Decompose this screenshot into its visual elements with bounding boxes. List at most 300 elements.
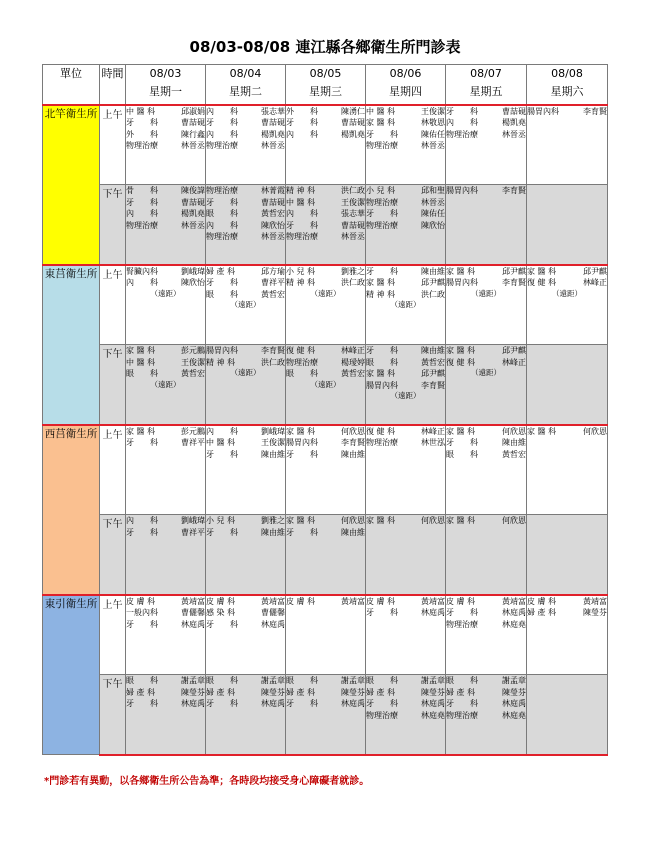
telemedicine-note: （遠距）	[310, 288, 341, 298]
doctor-name: 曹喆硯	[181, 118, 205, 127]
clinic-entry	[446, 596, 526, 608]
doctor-name: 謝孟章	[261, 676, 285, 685]
doctor-name: 謝孟章	[421, 676, 445, 685]
schedule-cell	[206, 595, 286, 675]
clinic-entry	[206, 357, 285, 369]
clinic-entry	[446, 607, 526, 619]
schedule-cell	[446, 515, 527, 595]
department: 內 科	[206, 220, 238, 230]
department: 牙 科	[286, 699, 318, 708]
doctor-name: 彭元鵬	[181, 426, 205, 436]
clinic-entry	[527, 106, 607, 118]
department: 內 科	[126, 516, 158, 525]
clinic-entry	[206, 515, 285, 527]
header-day-3	[286, 65, 366, 105]
clinic-entry	[206, 117, 285, 129]
department: 物理治療	[206, 232, 238, 241]
schedule-cell	[206, 185, 286, 265]
clinic-entry	[206, 266, 285, 278]
department: 感 染 科	[206, 608, 236, 617]
schedule-cell	[527, 425, 608, 515]
clinic-entry	[206, 208, 285, 220]
department: 家 醫 科	[286, 426, 316, 436]
doctor-name: 陳佑任	[421, 209, 445, 218]
doctor-name: 陳佑任	[421, 129, 445, 139]
department: 牙 科	[206, 197, 238, 207]
department: 物理治療	[446, 129, 478, 139]
department: 皮 膚 科	[446, 596, 476, 606]
department: 牙 科	[206, 118, 238, 127]
department: 內 科	[206, 129, 238, 139]
doctor-name: 彭元鵬	[181, 346, 205, 355]
department: 家 醫 科	[286, 516, 316, 525]
doctor-name: 林敬恩	[421, 118, 445, 127]
department: 婦 產 科	[126, 687, 156, 697]
doctor-name: 林峰正	[341, 346, 365, 355]
doctor-name: 曹儷馨	[261, 608, 285, 617]
clinic-entry	[206, 231, 285, 243]
doctor-name: 邱尹麒	[421, 369, 445, 378]
department: 腸胃內科	[206, 346, 238, 355]
clinic-entry	[126, 266, 205, 278]
department: 眼 科	[206, 209, 238, 218]
doctor-name: 邱和聖	[421, 186, 445, 195]
clinic-entry	[446, 426, 526, 438]
clinic-entry	[366, 607, 445, 619]
clinic-entry	[446, 698, 526, 710]
department: 復 健 科	[446, 357, 476, 367]
clinic-entry	[366, 289, 445, 301]
doctor-name: 陳欣怡	[421, 220, 445, 230]
doctor-name: 洪仁政	[341, 186, 365, 195]
doctor-name: 林峰正	[583, 278, 607, 287]
schedule-cell	[126, 515, 206, 595]
doctor-name: 林庭禹	[181, 619, 205, 629]
clinic-entry	[446, 515, 526, 527]
department: 物理治療	[126, 220, 158, 230]
schedule-cell	[527, 675, 608, 755]
clinic-entry	[527, 607, 607, 619]
doctor-name: 李育賢	[261, 346, 285, 355]
doctor-name: 林晉丞	[261, 141, 285, 150]
doctor-name: 林晉丞	[181, 220, 205, 230]
schedule-cell	[126, 185, 206, 265]
doctor-name: 謝孟章	[181, 676, 205, 685]
department: 婦 產 科	[366, 687, 396, 697]
doctor-name: 林庭堯	[502, 619, 526, 629]
department: 中 醫 科	[126, 106, 156, 116]
day-weekday: 星期五	[469, 85, 503, 98]
doctor-name: 黃哲宏	[421, 357, 445, 367]
schedule-cell	[366, 515, 446, 595]
schedule-row-am	[43, 425, 608, 515]
doctor-name: 張志華	[261, 106, 285, 116]
department: 婦 產 科	[527, 608, 557, 617]
clinic-entry	[286, 357, 365, 369]
doctor-name: 楊凱堯	[502, 118, 526, 127]
clinic-entry	[286, 368, 365, 380]
doctor-name: 曹祥平	[181, 438, 205, 447]
department: 一般內科	[126, 608, 158, 617]
clinic-entry	[446, 117, 526, 129]
department: 牙 科	[446, 608, 478, 617]
doctor-name: 何欣恩	[421, 516, 445, 525]
day-date: 08/07	[470, 67, 502, 80]
clinic-entry	[286, 527, 365, 539]
department: 牙 科	[286, 118, 318, 127]
doctor-name: 楊凱堯	[261, 129, 285, 139]
department: 牙 科	[286, 220, 318, 230]
schedule-cell	[527, 515, 608, 595]
schedule-cell	[366, 105, 446, 185]
clinic-entry	[286, 129, 365, 141]
telemedicine-note: （遠距）	[471, 288, 501, 298]
department: 家 醫 科	[126, 426, 156, 436]
department: 牙 科	[366, 608, 398, 617]
department: 外 科	[126, 129, 158, 139]
department: 牙 科	[126, 699, 158, 708]
department: 小 兒 科	[366, 186, 396, 195]
clinic-entry	[286, 687, 365, 699]
schedule-cell	[286, 595, 366, 675]
clinic-entry	[366, 129, 445, 141]
department: 婦 產 科	[286, 687, 316, 697]
schedule-cell	[126, 675, 206, 755]
period-label: 上午	[100, 595, 126, 675]
department: 物理治療	[286, 232, 318, 241]
doctor-name: 曹祥平	[181, 527, 205, 537]
telemedicine-note: （遠距）	[390, 391, 421, 400]
department: 精 神 科	[206, 357, 236, 367]
department: 精 神 科	[366, 289, 396, 299]
schedule-cell	[126, 105, 206, 185]
clinic-entry	[206, 675, 285, 687]
doctor-name: 曹喆硯	[261, 118, 285, 127]
doctor-name: 邱尹麒	[502, 346, 526, 355]
schedule-cell	[366, 675, 446, 755]
clinic-entry	[126, 345, 205, 357]
doctor-name: 陳瑩芬	[261, 687, 285, 697]
department: 腎臟內科	[126, 266, 158, 276]
clinic-entry	[126, 619, 205, 631]
department: 腸胃內科	[446, 278, 478, 287]
doctor-name: 何欣恩	[341, 516, 365, 525]
clinic-entry	[286, 106, 365, 118]
department: 物理治療	[366, 220, 398, 230]
schedule-cell	[366, 595, 446, 675]
department: 牙 科	[206, 527, 238, 537]
telemedicine-note: （遠距）	[230, 368, 261, 377]
day-weekday: 星期三	[309, 85, 342, 98]
doctor-name: 李育賢	[341, 438, 365, 447]
department: 家 醫 科	[366, 516, 396, 525]
telemedicine-note: （遠距）	[310, 379, 341, 389]
doctor-name: 林庭禹	[341, 699, 365, 708]
schedule-cell	[527, 345, 608, 425]
clinic-entry	[126, 185, 205, 197]
doctor-name: 林庭堯	[421, 710, 445, 720]
clinic-entry	[206, 277, 285, 289]
clinic-entry	[126, 607, 205, 619]
department: 眼 科	[126, 676, 158, 685]
department: 皮 膚 科	[527, 596, 557, 606]
clinic-entry	[126, 277, 205, 289]
doctor-name: 林晉丞	[341, 232, 365, 241]
department: 皮 膚 科	[286, 596, 316, 606]
clinic-entry	[206, 197, 285, 209]
department: 家 醫 科	[366, 118, 396, 127]
clinic-entry	[286, 675, 365, 687]
schedule-row-am	[43, 595, 608, 675]
clinic-entry	[446, 357, 526, 369]
schedule-cell	[126, 345, 206, 425]
schedule-row-am	[43, 265, 608, 345]
department: 物理治療	[126, 141, 158, 150]
doctor-name: 林晉丞	[502, 129, 526, 139]
clinic-entry	[366, 437, 445, 449]
telemedicine-note: （遠距）	[150, 379, 181, 389]
clinic-entry	[126, 129, 205, 141]
department: 物理治療	[206, 186, 238, 195]
doctor-name: 黃靖富	[261, 596, 285, 606]
day-weekday: 星期二	[229, 85, 262, 98]
clinic-entry	[206, 619, 285, 631]
doctor-name: 陳由維	[421, 266, 445, 276]
doctor-name: 邱尹麒	[502, 266, 526, 276]
doctor-name: 陳由維	[421, 346, 445, 355]
header-unit: 單位	[43, 65, 100, 105]
doctor-name: 林庭禹	[261, 619, 285, 629]
doctor-name: 李育賢	[502, 186, 526, 195]
department: 小 兒 科	[286, 266, 316, 276]
department: 內 科	[206, 426, 238, 436]
doctor-name: 劉雅之	[261, 516, 285, 525]
department: 家 醫 科	[126, 346, 156, 355]
day-date: 08/08	[551, 67, 583, 80]
clinic-entry	[126, 117, 205, 129]
clinic-entry	[126, 197, 205, 209]
schedule-cell	[286, 345, 366, 425]
doctor-name: 林庭堯	[502, 710, 526, 720]
doctor-name: 王俊潔	[181, 357, 205, 367]
doctor-name: 李育賢	[502, 278, 526, 287]
telemedicine-note: （遠距）	[390, 300, 421, 309]
clinic-entry	[126, 687, 205, 699]
clinic-entry	[126, 698, 205, 710]
doctor-name: 陳由維	[341, 527, 365, 537]
schedule-cell	[527, 105, 608, 185]
header-time: 時間	[100, 65, 126, 105]
clinic-entry	[366, 106, 445, 118]
department: 眼 科	[366, 357, 398, 367]
clinic-entry	[286, 345, 365, 357]
doctor-name: 曹喆硯	[341, 220, 365, 230]
department: 眼 科	[286, 369, 318, 378]
schedule-cell	[446, 185, 527, 265]
clinic-entry	[206, 289, 285, 301]
doctor-name: 劉峨瑋	[181, 266, 205, 276]
doctor-name: 林晉丞	[421, 197, 445, 207]
clinic-entry	[446, 687, 526, 699]
clinic-entry	[286, 277, 365, 289]
telemedicine-note: （遠距）	[552, 288, 582, 298]
department: 內 科	[126, 278, 158, 287]
department: 物理治療	[366, 197, 398, 207]
doctor-name: 黃哲宏	[261, 209, 285, 218]
doctor-name: 曹儷馨	[181, 608, 205, 617]
schedule-row-pm	[43, 515, 608, 595]
schedule-cell	[366, 265, 446, 345]
department: 牙 科	[126, 527, 158, 537]
doctor-name: 曹喆硯	[341, 118, 365, 127]
department: 眼 科	[366, 676, 398, 685]
doctor-name: 黃靖富	[341, 596, 365, 606]
clinic-entry	[126, 426, 205, 438]
department: 牙 科	[446, 699, 478, 708]
footer-note: *門診若有異動，以各鄉衛生所公告為準；各時段均接受身心障礙者就診。	[44, 776, 370, 787]
schedule-cell	[286, 265, 366, 345]
department: 復 健 科	[286, 346, 316, 355]
doctor-name: 何欣恩	[341, 426, 365, 436]
period-label: 下午	[100, 515, 126, 595]
doctor-name: 陳由維	[341, 449, 365, 459]
period-label: 下午	[100, 185, 126, 265]
department: 牙 科	[206, 699, 238, 708]
doctor-name: 林晉丞	[181, 141, 205, 150]
schedule-cell	[527, 595, 608, 675]
department: 牙 科	[446, 106, 478, 116]
doctor-name: 林菁霞	[261, 186, 285, 195]
doctor-name: 林庭禹	[421, 699, 445, 708]
schedule-cell	[126, 595, 206, 675]
department: 復 健 科	[527, 278, 557, 287]
doctor-name: 陳瑩芬	[341, 687, 365, 697]
department: 婦 產 科	[206, 687, 236, 697]
clinic-entry	[206, 698, 285, 710]
clinic-entry	[286, 449, 365, 461]
department: 內 科	[206, 106, 238, 116]
doctor-name: 何欣恩	[502, 426, 526, 436]
department: 家 醫 科	[527, 426, 557, 436]
doctor-name: 黃哲宏	[261, 289, 285, 299]
clinic-entry	[366, 368, 445, 380]
department: 牙 科	[366, 346, 398, 355]
department: 婦 產 科	[446, 687, 476, 697]
schedule-row-am	[43, 105, 608, 185]
schedule-cell	[446, 425, 527, 515]
doctor-name: 邱尹麒	[583, 266, 607, 276]
doctor-name: 李育賢	[583, 106, 607, 116]
schedule-row-pm	[43, 345, 608, 425]
day-date: 08/03	[149, 67, 182, 80]
clinic-entry	[446, 619, 526, 631]
clinic-entry	[366, 357, 445, 369]
period-label: 上午	[100, 425, 126, 515]
doctor-name: 陳湧仁	[341, 106, 365, 116]
doctor-name: 洪仁政	[341, 278, 365, 287]
clinic-entry	[527, 266, 607, 278]
schedule-cell	[286, 515, 366, 595]
clinic-entry	[126, 106, 205, 118]
department: 物理治療	[366, 438, 398, 447]
clinic-entry	[206, 345, 285, 357]
department: 內 科	[286, 209, 318, 218]
clinic-entry	[446, 129, 526, 141]
period-label: 下午	[100, 675, 126, 755]
clinic-entry	[366, 277, 445, 289]
department: 牙 科	[126, 619, 158, 629]
clinic-entry	[527, 426, 607, 438]
schedule-cell	[446, 595, 527, 675]
clinic-entry	[126, 527, 205, 539]
doctor-name: 楊凱堯	[181, 209, 205, 218]
period-label: 上午	[100, 265, 126, 345]
department: 腸胃內科	[366, 380, 398, 390]
department: 家 醫 科	[446, 426, 476, 436]
clinic-entry	[206, 449, 285, 461]
clinic-entry	[446, 675, 526, 687]
department: 物理治療	[446, 710, 478, 720]
department: 腸胃內科	[527, 106, 559, 116]
doctor-name: 陳瑩芬	[502, 687, 526, 697]
clinic-entry	[286, 266, 365, 278]
department: 牙 科	[366, 209, 398, 218]
schedule-row-pm	[43, 675, 608, 755]
doctor-name: 曹喆硯	[502, 106, 526, 116]
doctor-name: 陳由維	[261, 449, 285, 459]
clinic-entry	[366, 140, 445, 152]
header-row	[43, 65, 608, 105]
clinic-entry	[366, 698, 445, 710]
clinic-name: 東莒衛生所	[43, 265, 100, 425]
department: 內 科	[126, 209, 158, 218]
header-day-4	[366, 65, 446, 105]
period-label: 上午	[100, 105, 126, 185]
schedule-cell	[446, 265, 527, 345]
department: 內 科	[286, 129, 318, 139]
schedule-cell	[446, 345, 527, 425]
doctor-name: 黃靖富	[502, 596, 526, 606]
schedule-cell	[286, 185, 366, 265]
schedule-cell	[206, 675, 286, 755]
clinic-entry	[286, 197, 365, 209]
clinic-entry	[126, 357, 205, 369]
clinic-entry	[126, 515, 205, 527]
clinic-entry	[206, 596, 285, 608]
department: 精 神 科	[286, 278, 316, 287]
clinic-name: 東引衛生所	[43, 595, 100, 755]
period-label: 下午	[100, 345, 126, 425]
schedule-cell	[286, 105, 366, 185]
doctor-name: 林庭禹	[502, 699, 526, 708]
department: 復 健 科	[366, 426, 396, 436]
clinic-entry	[446, 106, 526, 118]
schedule-cell	[446, 675, 527, 755]
department: 牙 科	[366, 266, 398, 276]
doctor-name: 林峰正	[502, 357, 526, 367]
doctor-name: 楊凱堯	[341, 129, 365, 139]
department: 精 神 科	[286, 186, 316, 195]
doctor-name: 黃哲宏	[181, 369, 205, 378]
header-day-5	[446, 65, 527, 105]
doctor-name: 邱淑娟	[181, 106, 205, 116]
clinic-entry	[126, 368, 205, 380]
clinic-entry	[206, 426, 285, 438]
schedule-cell	[286, 675, 366, 755]
header-day-1	[126, 65, 206, 105]
doctor-name: 黃哲宏	[341, 369, 365, 378]
day-weekday: 星期一	[149, 85, 182, 98]
